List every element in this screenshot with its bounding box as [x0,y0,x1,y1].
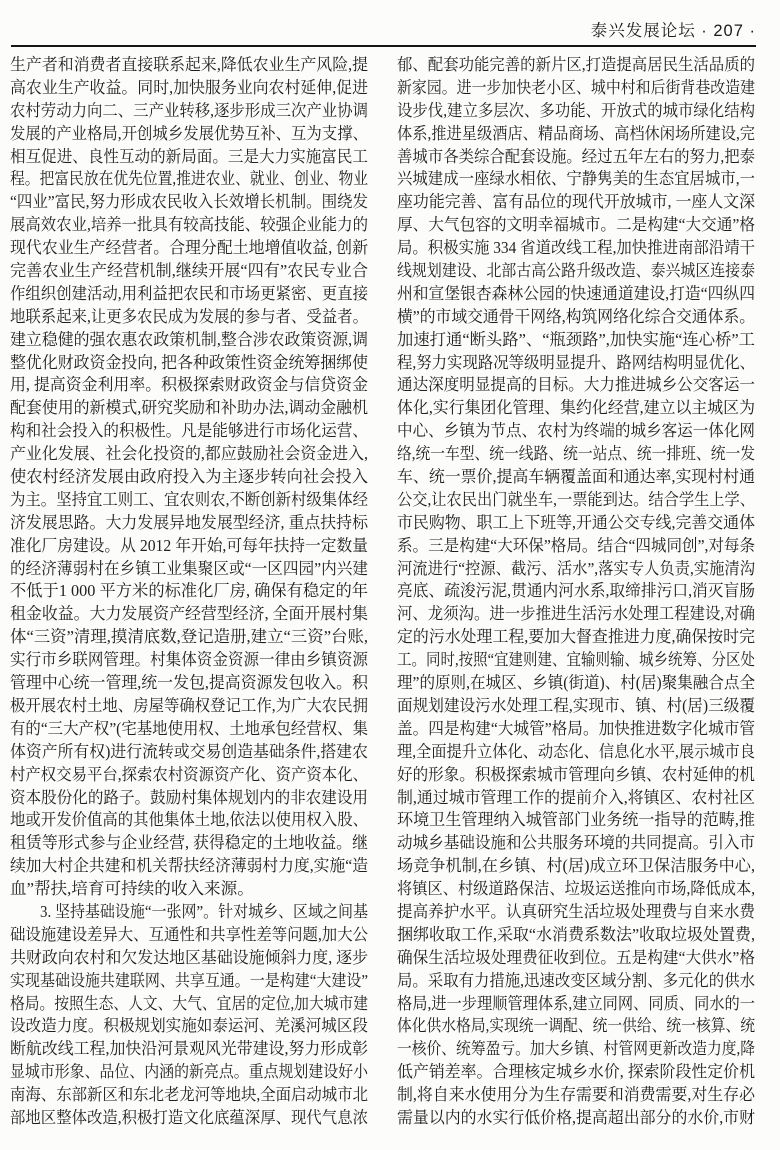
left-column [10,54,368,1130]
text-line: 系。三是构建“大环保”格局。结合“四城同创”,对每条 [397,535,755,555]
text-line: 实行市乡联网管理。村集体资金资源一律由乡镇资源 [10,650,368,670]
text-line: 管理中心统一管理,统一发包,提高资源发包收入。积 [10,673,368,693]
text-line: 村产权交易平台,探索农村资源资产化、资产资本化、 [10,764,368,784]
text-line: 动城乡基础设施和公共服务环境的共同提高。引入市 [397,833,755,853]
text-line: 显城市形象、品位、内涵的新亮点。重点规划建设好小 [10,1062,368,1082]
text-line: 的经济薄弱村在乡镇工业集聚区或“一区四园”内兴建 [10,558,368,578]
text-line: 续加大村企共建和机关帮扶经济薄弱村力度,实施“造 [10,856,368,876]
text-line: 部地区整体改造,积极打造文化底蕴深厚、现代气息浓 [10,1107,368,1127]
text-line: 加速打通“断头路”、“瓶颈路”,加快实施“连心桥”工 [397,329,755,349]
text-line: 农村劳动力向二、三产业转移,逐步形成三次产业协调 [10,100,368,120]
text-line: 发展的产业格局,开创城乡发展优势互补、互为支撑、 [10,123,368,143]
text-line: 州和宣堡银杏森林公园的快速通道建设,打造“四纵四 [397,283,755,303]
text-line: 准化厂房建设。从 2012 年开始,可每年扶持一定数量 [10,535,368,555]
text-line: 整优化财政资金投向, 把各种政策性资金统筹捆绑使 [10,352,368,372]
header-divider [11,45,756,47]
text-line: 局。积极实施 334 省道改线工程,加快推进南部沿靖干 [397,238,755,258]
text-line: 厚、大气包容的文明幸福城市。二是构建“大交通”格 [397,215,755,235]
text-line: 线规划建设、北部古高公路升级改造、泰兴城区连接泰 [397,261,755,281]
text-line: 面规划建设污水处理工程,实现市、镇、村(居)三级覆 [397,695,755,715]
text-line: 座功能完善、富有品位的现代开放城市, 一座人文深 [397,192,755,212]
text-line: 极开展农村土地、房屋等确权登记工作,为广大农民拥 [10,695,368,715]
text-line: 3. 坚持基础设施“一张网”。针对城乡、区域之间基 [10,901,368,921]
text-line: 通达深度明显提高的目标。大力推进城乡公交客运一 [397,375,755,395]
text-line: 南海、东部新区和东北老龙河等地块,全面启动城市北 [10,1085,368,1105]
text-line: 好的形象。积极探索城市管理向乡镇、农村延伸的机 [397,764,755,784]
text-line: 产业化发展、社会化投资的,都应鼓励社会资金进入, [10,444,368,464]
text-line: 设步伐,建立多层次、多功能、开放式的城市绿化结构 [397,100,755,120]
text-line: 地或开发价值高的其他集体土地,依法以使用权入股、 [10,810,368,830]
text-line: 局。采取有力措施,迅速改变区域分割、多元化的供水 [397,970,755,990]
text-line: 横”的市域交通骨干网络,构筑网络化综合交通体系。 [397,306,755,326]
text-line: 亮底、疏浚污泥,贯通内河水系,取缔排污口,消灭盲肠 [397,581,755,601]
text-line: 定的污水处理工程,要加大督查推进力度,确保按时完 [397,627,755,647]
text-line: 设改造力度。积极规划实施如泰运河、羌溪河城区段 [10,1016,368,1036]
text-line: 配套使用的新模式,研究奖励和补助办法,调动金融机 [10,398,368,418]
text-line: 使农村经济发展由政府投入为主逐步转向社会投入 [10,467,368,487]
text-line: 络,统一车型、统一线路、统一站点、统一排班、统一发 [397,444,755,464]
text-line: 低产销差率。合理核定城乡水价, 探索阶段性定价机 [397,1062,755,1082]
text-line: 兴城建成一座绿水相依、宁静隽美的生态宜居城市,一 [397,169,755,189]
text-line: 理,全面提升立体化、动态化、信息化水平,展示城市良 [397,741,755,761]
text-line: 盖。四是构建“大城管”格局。加快推进数字化城市管 [397,718,755,738]
text-line: 提高养护水平。认真研究生活垃圾处理费与自来水费 [397,901,755,921]
running-head: 泰兴发展论坛 · 207 · [590,22,756,40]
text-line: 程。把富民放在优先位置,推进农业、就业、创业、物业 [10,169,368,189]
text-line: 新家园。进一步加快老小区、城中村和后街背巷改造建 [397,77,755,97]
text-line: 体系,推进星级酒店、精品商场、高档休闲场所建设,完 [397,123,755,143]
text-line: 程,努力实现路况等级明显提升、路网结构明显优化、 [397,352,755,372]
text-line: 郁、配套功能完善的新片区,打造提高居民生活品质的 [397,55,755,74]
text-line: 租金收益。大力发展资产经营型经济, 全面开展村集 [10,604,368,624]
text-line: 中心、乡镇为节点、农村为终端的城乡客运一体化网 [397,421,755,441]
text-line: 体“三资”清理,摸清底数,登记造册,建立“三资”台账, [10,627,368,647]
text-line: 将镇区、村级道路保洁、垃圾运送推向市场,降低成本, [397,879,755,899]
text-line: 作组织创建活动,用利益把农民和市场更紧密、更直接 [10,283,368,303]
text-line: 理”的原则,在城区、乡镇(街道)、村(居)聚集融合点全 [397,673,755,693]
text-line: 血”帮扶,培育可持续的收入来源。 [10,879,254,899]
page-header [591,17,756,41]
text-columns [10,54,756,1130]
text-line: 河、龙须沟。进一步推进生活污水处理工程建设,对确 [397,604,755,624]
text-line: 租赁等形式参与企业经营, 获得稳定的土地收益。继 [10,833,368,853]
text-line: 制,通过城市管理工作的提前介入,将镇区、农村社区 [397,787,755,807]
text-line: 展高效农业,培养一批具有较高技能、较强企业能力的 [10,215,368,235]
text-line: 断航改线工程,加快沿河景观风光带建设,努力形成彰 [10,1039,368,1059]
text-line: 捆绑收取工作,采取“水消费系数法”收取垃圾处置费, [397,924,755,944]
text-line: 市民购物、职工上下班等,开通公交专线,完善交通体 [397,512,755,532]
text-line: 体资产所有权)进行流转或交易创造基础条件,搭建农 [10,741,368,761]
text-line: 工。同时,按照“宜建则建、宜输则输、城乡统筹、分区处 [397,650,755,670]
text-line: 车、统一票价,提高车辆覆盖面和通达率,实现村村通 [397,467,755,487]
text-line: 有的“三大产权”(宅基地使用权、土地承包经营权、集 [10,718,368,738]
text-line: 构和社会投入的积极性。凡是能够进行市场化运营、 [10,421,368,441]
right-column [397,54,755,1130]
text-line: 济发展思路。大力发展异地发展型经济, 重点扶持标 [10,512,368,532]
text-line: 用, 提高资金利用率。积极探索财政资金与信贷资金 [10,375,368,395]
text-line: 为主。坚持宜工则工、宜农则农,不断创新村级集体经 [10,489,368,509]
text-line: 河流进行“控源、截污、活水”,落实专人负责,实施清沟 [397,558,755,578]
text-line: “四业”富民,努力形成农民收入长效增长机制。围绕发 [10,192,368,212]
text-line: 高农业生产收益。同时,加快服务业向农村延伸,促进 [10,77,368,97]
text-line: 格局,进一步理顺管理体系,建立同网、同质、同水的一 [397,993,755,1013]
text-line: 格局。按照生态、人文、大气、宜居的定位,加大城市建 [10,993,368,1013]
text-line: 制,将自来水使用分为生存需要和消费需要,对生存必 [397,1085,755,1105]
text-line: 础设施建设差异大、互通性和共享性差等问题,加大公 [10,924,368,944]
text-line: 体化供水格局,实现统一调配、统一供给、统一核算、统 [397,1016,755,1036]
text-line: 环境卫生管理纳入城管部门业务统一指导的范畴,推 [397,810,755,830]
text-line: 共财政向农村和欠发达地区基础设施倾斜力度, 逐步 [10,947,368,967]
text-line: 生产者和消费者直接联系起来,降低农业生产风险,提 [10,55,368,74]
text-line: 善城市各类综合配套设施。经过五年左右的努力,把泰 [397,146,755,166]
text-line: 公交,让农民出门就坐车,一票能到达。结合学生上学、 [397,489,755,509]
text-line: 资本股份化的路子。鼓励村集体规划内的非农建设用 [10,787,368,807]
text-line: 确保生活垃圾处理费征收到位。五是构建“大供水”格 [397,947,755,967]
text-line: 场竞争机制,在乡镇、村(居)成立环卫保洁服务中心, [397,856,755,876]
text-line: 地联系起来,让更多农民成为发展的参与者、受益者。 [10,306,368,326]
text-line: 现代农业生产经营者。合理分配土地增值收益, 创新 [10,238,368,258]
text-line: 完善农业生产经营机制,继续开展“四有”农民专业合 [10,261,368,281]
text-line: 体化,实行集团化管理、集约化经营,建立以主城区为 [397,398,755,418]
text-line: 相互促进、良性互动的新局面。三是大力实施富民工 [10,146,368,166]
text-line: 实现基础设施共建联网、共享互通。一是构建“大建设” [10,970,368,990]
text-line: 一核价、统筹盈亏。加大乡镇、村管网更新改造力度,降 [397,1039,755,1059]
text-line: 建立稳健的强农惠农政策机制,整合涉农政策资源,调 [10,329,368,349]
text-line: 需量以内的水实行低价格,提高超出部分的水价,市财 [397,1107,755,1127]
text-line: 不低于1 000 平方米的标准化厂房, 确保有稳定的年 [10,581,368,601]
